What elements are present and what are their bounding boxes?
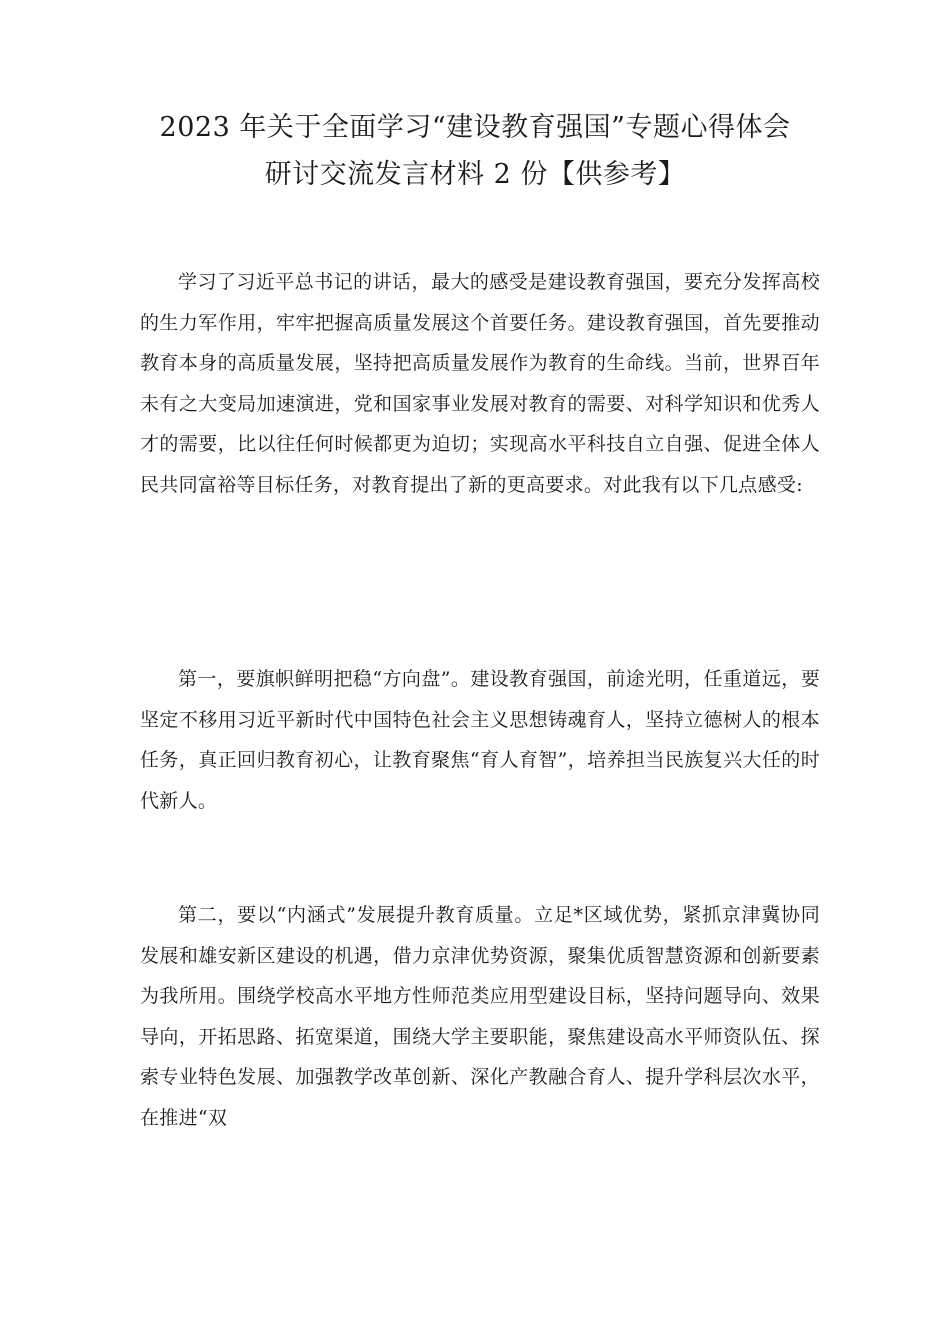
document-title xyxy=(100,104,850,198)
paragraph-intro: 学习了习近平总书记的讲话，最大的感受是建设教育强国，要充分发挥高校的生力军作用，牢牢把握高质量发展这个首要任务。建设教育强国，首先要推动教育本身的高质量发展，坚持把高质量发展作为教育的生命线。当前，世界百年未有之大变局加速演进，党和国家事业发展对教育的需要、对科学知识和优秀人才的需要，比以往任何时候都更为迫切；实现高水平科技自立自强、促进全体人民共同富裕等目标任务，对教育提出了新的更高要求。对此我有以下几点感受: xyxy=(140,271,820,496)
title-line-2: 研讨交流发言材料 2 份【供参考】 xyxy=(264,159,686,190)
title-line-1: 2023 年关于全面学习“建设教育强国”专题心得体会 xyxy=(159,112,791,143)
paragraph-second-point: 第二，要以“内涵式”发展提升教育质量。立足*区域优势，紧抓京津冀协同发展和雄安新区建设的机遇，借力京津优势资源，聚集优质智慧资源和创新要素为我所用。围绕学校高水平地方性师范类应用型建设目标，坚持问题导向、效果导向，开拓思路、拓宽渠道，围绕大学主要职能，聚焦建设高水平师资队伍、探索专业特色发展、加强教学改革创新、深化产教融合育人、提升学科层次水平，在推进“双 xyxy=(140,904,820,1129)
paragraph-first-point: 第一，要旗帜鲜明把稳“方向盘”。建设教育强国，前途光明，任重道远，要坚定不移用习近平新时代中国特色社会主义思想铸魂育人，坚持立德树人的根本任务，真正回归教育初心，让教育聚焦“育人育智”，培养担当民族复兴大任的时代新人。 xyxy=(140,668,820,812)
